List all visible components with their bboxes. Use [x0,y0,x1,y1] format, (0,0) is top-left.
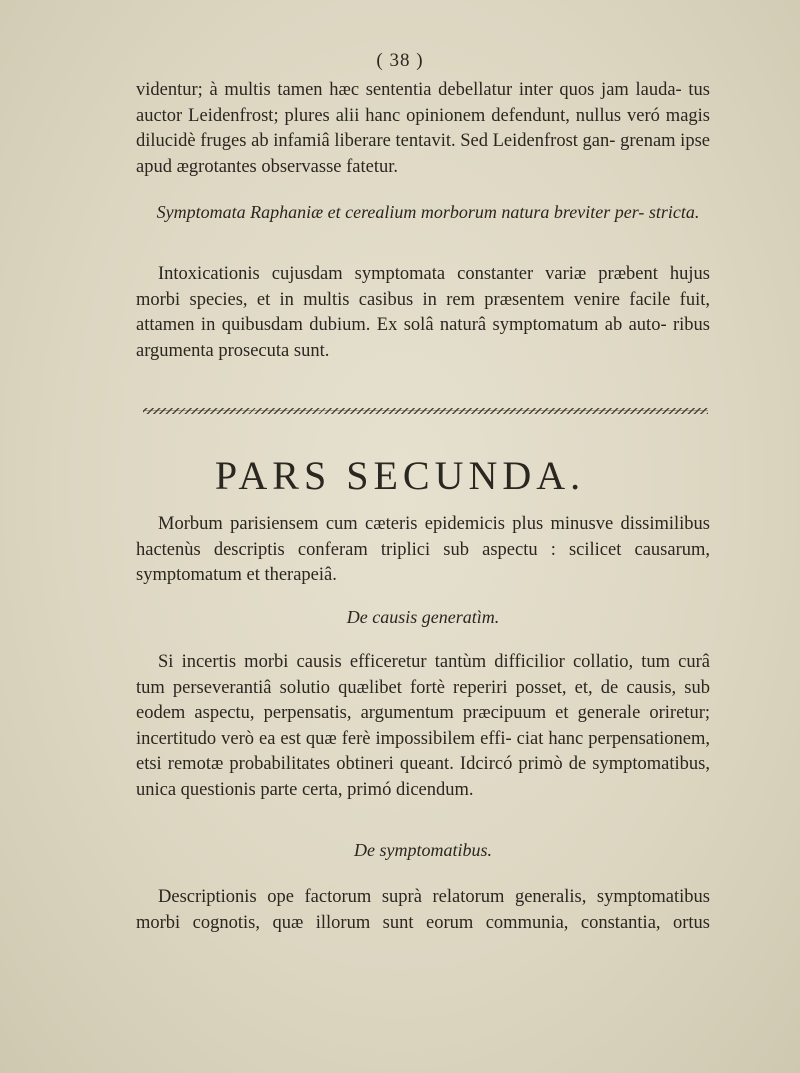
heading-text: De symptomatibus. [354,840,492,860]
paragraph-text: videntur; à multis tamen hæc sententia debellatur inter quos jam lauda- tus auctor Leidenfrost; plures alii hanc opinionem defendunt, nullus veró magis dilucidè fruges ab infamiâ liberare tentavit. Sed Leidenfrost gan- grenam ipse apud ægrotantes observasse fatetur. [136,80,710,177]
decorative-rule [143,408,708,414]
paragraph-text: Descriptionis ope factorum suprà relatorum generalis, symptomatibus morbi cognotis, quæ illorum sunt eorum communia, constantia, ortus [136,887,710,933]
decorative-rule-line [143,410,708,411]
page-number: ( 38 ) [376,50,424,71]
paragraph-text: Intoxicationis cujusdam symptomata constanter variæ præbent hujus morbi species, et in multis casibus in rem præsentem venire facile fuit, attamen in quibusdam dubium. Ex solâ naturâ symptomatum ab auto- ribus argumenta prosecuta sunt. [136,264,710,361]
section-heading-symptomata [136,200,710,224]
paragraph-text: Si incertis morbi causis efficeretur tantùm difficilior collatio, tum curâ tum perseverantiâ solutio quælibet fortè reperiri posset, et, de causis, sub eodem aspectu, perpensatis, argumentum præcipuum et generale oriretur; incertitudo verò ea est quæ ferè impossibilem effi- ciat hanc perpensationem, etsi remotæ probabilitates obtineri queant. Idcircó primò de symptomatibus, unica questionis parte certa, primó dicendum. [136,652,710,800]
heading-text: Symptomata Raphaniæ et cerealium morborum natura breviter per- stricta. [156,202,700,222]
paragraph-si-incertis [136,650,710,803]
paragraph-descriptionis [136,885,710,936]
section-heading-causis [136,605,710,629]
paragraph-continuation [136,78,710,180]
paragraph-text: Morbum parisiensem cum cæteris epidemicis plus minusve dissimilibus hactenùs descriptis conferam triplici sub aspectu : scilicet causarum, symptomatum et therapeiâ. [136,514,710,585]
paragraph-intoxicationis [136,262,710,364]
part-title: PARS SECUNDA. [214,453,586,498]
heading-text: De causis generatìm. [346,607,500,627]
section-heading-symptomatibus [136,838,710,862]
paragraph-morbum [136,512,710,589]
